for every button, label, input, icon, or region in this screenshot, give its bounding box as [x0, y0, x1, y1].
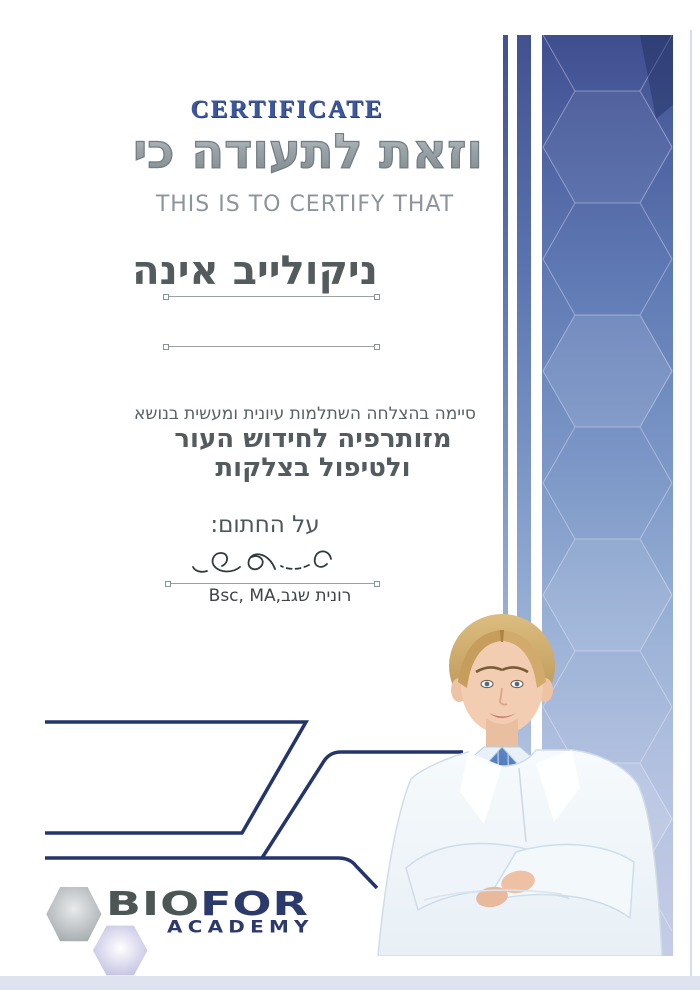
certificate-title-en: CERTIFICATE [190, 96, 384, 123]
page-scan-edge [690, 30, 692, 990]
certificate-title-he: וזאת לתעודה כי [73, 126, 543, 179]
signatory-name: רונית שגב,Bsc, MA [208, 586, 352, 606]
bottom-edge-strip [0, 976, 700, 990]
name-underline-2 [168, 346, 375, 347]
hexagon-gray-icon [46, 887, 101, 941]
handwritten-signature [183, 543, 335, 583]
certificate-subtitle-en: THIS IS TO CERTIFY THAT [155, 192, 455, 217]
logo-for: FOR [200, 884, 309, 924]
course-name-line1: מזותרפיה לחידוש העור [174, 424, 452, 454]
signature-line [170, 583, 375, 584]
logo-academy: ACADEMY [167, 917, 314, 937]
signature-label: על החתום: [210, 512, 320, 538]
name-underline-1 [168, 296, 375, 297]
woman-doctor-photo [366, 600, 674, 956]
hexagon-lavender-icon [93, 926, 148, 976]
recipient-name: ניקולייב אינה [132, 248, 378, 294]
course-name-line2: ולטיפול בצלקות [215, 453, 411, 483]
logo-bio: BIO [106, 884, 201, 924]
course-intro: סיימה בהצלחה השתלמות עיונית ומעשית בנושא [134, 404, 476, 424]
